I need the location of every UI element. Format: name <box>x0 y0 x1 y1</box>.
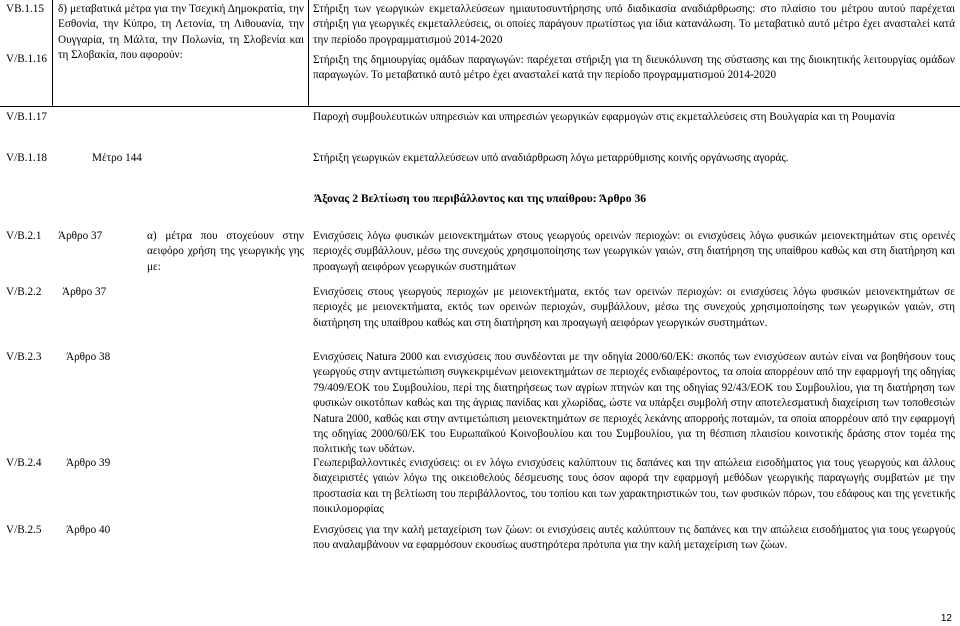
measure-title: α) μέτρα που στοχεύουν στην αειφόρο χρήση της γεωργικής γης με: <box>147 230 304 273</box>
measure-description: Ενισχύσεις Natura 2000 και ενισχύσεις που συνδέονται με την οδηγία 2000/60/ΕΚ: σκοπός των ενισχύσεων αυτών είναι να βοηθήσουν τους γεωργούς στην αντιμετώπιση συγκεκριμένων μειονεκτημάτων σε περιοχές ενδιαφέροντος, τα οποία απορρέουν από την εφαρμογή της οδηγίας 79/409/ΕΟΚ του Συμβουλίου, περί της διατηρήσεως των αγρίων πτηνών και της οδηγίας 92/43/ΕΟΚ του Συμβουλίου, για τη διατήρηση των φυσικών οικοτόπων καθώς και της άγριας πανίδας και χλωρίδας, ώστε να υπάρξει συμβολή στην αποτελεσματική διαχείριση των τοποθεσιών Natura 2000, καθώς και στην αντιμετώπιση μειονεκτημάτων σε περιοχές λεκάνης απορροής ποταμών, τα οποία απορρέουν από την εφαρμογή της οδηγίας 2000/60/ΕΚ του Ευρωπαϊκού Κοινοβουλίου και του Συμβουλίου, για τη θέσπιση πλαισίου κοινοτικής δράσης στον τομέα της πολιτικής των υδάτων. <box>313 351 955 456</box>
measure-code: V/B.1.16 <box>6 53 48 65</box>
measure-description: Ενισχύσεις για την καλή μεταχείριση των ζώων: οι ενισχύσεις αυτές καλύπτουν τις δαπάνες και την απώλεια εισοδήματος για τους γεωργούς που αναλαμβάνουν να εφαρμόσουν εκουσίως αυστηρότερα πρότυπα για την καλή μεταχείριση των ζώων. <box>313 524 955 552</box>
measure-description: Παροχή συμβουλευτικών υπηρεσιών και υπηρεσιών γεωργικών εφαρμογών στις εκμεταλλεύσεις στη Βουλγαρία και τη Ρουμανία <box>313 111 895 123</box>
article-ref: Άρθρο 38 <box>66 351 111 363</box>
column-divider <box>52 0 53 106</box>
measure-description: Στήριξη γεωργικών εκμεταλλεύσεων υπό αναδιάρθρωση λόγω μεταρρύθμισης κοινής οργάνωσης αγοράς. <box>313 152 789 164</box>
article-ref: Άρθρο 40 <box>66 524 111 536</box>
measure-code: V/B.2.3 <box>6 351 42 363</box>
article-ref: Άρθρο 39 <box>66 457 111 469</box>
row-divider <box>0 106 960 107</box>
measure-code: V/B.1.18 <box>6 152 48 164</box>
measure-title: Μέτρο 144 <box>92 152 142 164</box>
measure-code: V/B.2.1 <box>6 230 42 242</box>
article-ref: Άρθρο 37 <box>62 286 107 298</box>
measure-description: Στήριξη της δημιουργίας ομάδων παραγωγών: παρέχεται στήριξη για τη διευκόλυνση της σύστασης και της διοικητικής λειτουργίας ομάδων παραγωγών. Το μεταβατικό αυτό μέτρο έχει ανασταλεί κατά την περίοδο προγραμματισμού 2014-2020 <box>313 54 955 82</box>
measure-code: V/B.2.2 <box>6 286 42 298</box>
measure-title: δ) μεταβατικά μέτρα για την Τσεχική Δημοκρατία, την Εσθονία, την Κύπρο, τη Λετονία, τη Λιθουανία, την Ουγγαρία, τη Μάλτα, την Πολωνία, τη Σλοβενία και τη Σλοβακία, που αφορούν: <box>58 3 304 62</box>
measure-description: Ενισχύσεις στους γεωργούς περιοχών με μειονεκτήματα, εκτός των ορεινών περιοχών: οι ενισχύσεις λόγω φυσικών μειονεκτημάτων σε περιοχές με μειονεκτήματα, εκτός των ορεινών περιοχών, συμβάλλουν, μέσω της συνεχούς χρησιμοποίησης των γεωργικών γαιών, στη διατήρηση της υπαίθρου καθώς και στη διατήρηση και προαγωγή αειφόρων γεωργικών συστημάτων. <box>313 286 955 329</box>
measure-description: Ενισχύσεις λόγω φυσικών μειονεκτημάτων στους γεωργούς ορεινών περιοχών: οι ενισχύσεις λόγω φυσικών μειονεκτημάτων στις ορεινές περιοχές συμβάλλουν, μέσω της συνεχούς χρησιμοποίησης των γεωργικών γαιών, στη διατήρηση της υπαίθρου καθώς και στη διατήρηση και προαγωγή αειφόρων γεωργικών συστημάτων <box>313 230 955 273</box>
measure-code: VB.1.15 <box>6 3 44 15</box>
measure-code: V/B.2.5 <box>6 524 42 536</box>
measure-description: Στήριξη των γεωργικών εκμεταλλεύσεων ημιαυτοσυντήρησης υπό διαδικασία αναδιάρθρωσης: στο πλαίσιο του μέτρου αυτού παρέχεται στήριξη για γεωργικές εκμεταλλεύσεις, οι οποίες παράγουν πρωτίστως για ίδια κατανάλωση. Το μεταβατικό αυτό μέτρο έχει ανασταλεί κατά την περίοδο προγραμματισμού 2014-2020 <box>313 3 955 46</box>
page-number: 12 <box>940 613 952 624</box>
column-divider <box>308 0 309 106</box>
measure-description: Γεωπεριβαλλοντικές ενισχύσεις: οι εν λόγω ενισχύσεις καλύπτουν τις δαπάνες και την απώλεια εισοδήματος για τους γεωργούς και άλλους διαχειριστές γαιών λόγω της οικειοθελούς δέσμευσης τους όσον αφορά την εφαρμογή μεθόδων γεωργικής παραγωγής συμβατών με την προστασία και τη βελτίωση του περιβάλλοντος, του τοπίου και των χαρακτηριστικών του, των φυσικών πόρων, του εδάφους και της γενετικής ποικιλομορφίας <box>313 457 955 516</box>
measure-code: V/B.1.17 <box>6 111 48 123</box>
axis-header: Άξονας 2 Βελτίωση του περιβάλλοντος και της υπαίθρου: Άρθρο 36 <box>313 192 647 205</box>
article-ref: Άρθρο 37 <box>58 230 103 242</box>
measure-code: V/B.2.4 <box>6 457 42 469</box>
